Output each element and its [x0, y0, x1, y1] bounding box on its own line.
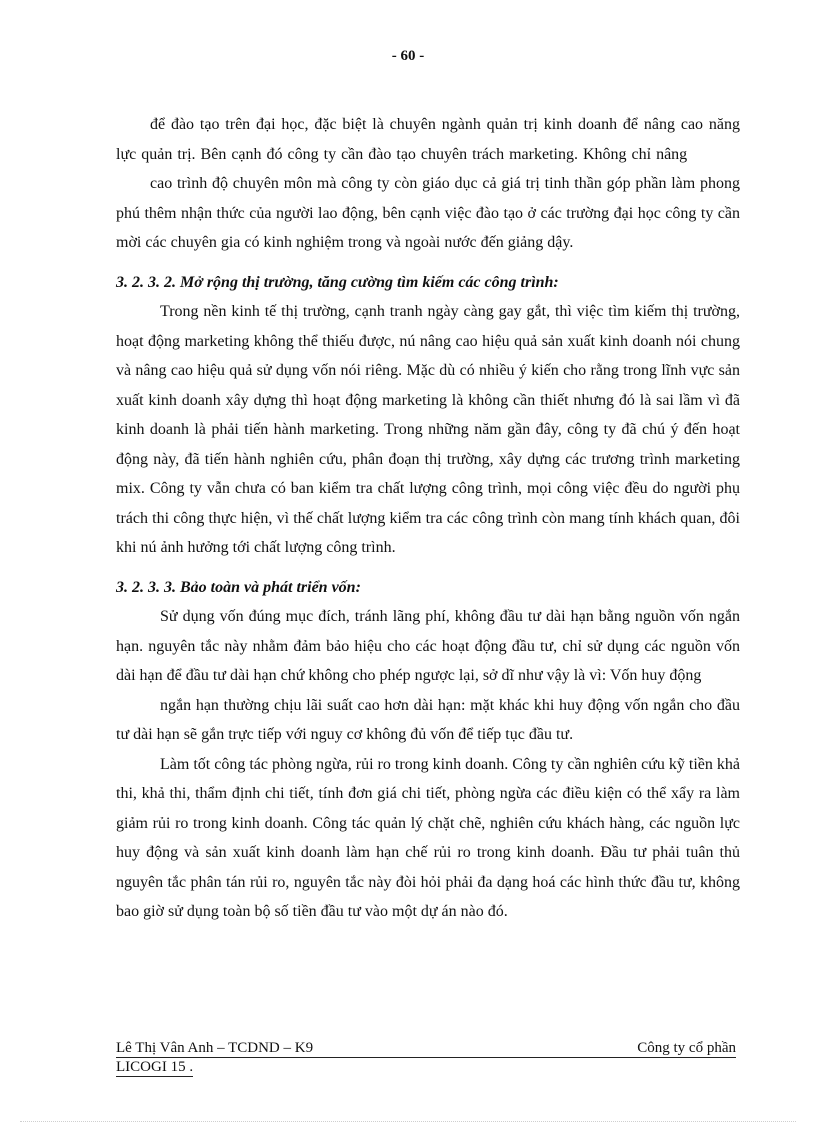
paragraph-capital: Sử dụng vốn đúng mục đích, tránh lãng phí, không đầu tư dài hạn bằng nguồn vốn ngắn hạn. nguyên tắc này nhằm đảm bảo hiệu cho các hoạt động đầu tư, chỉ sử dụng các nguồn vốn dài hạn để đầu tư dài hạn chứ không cho phép ngược lại, sở dĩ như vậy là vì: Vốn huy động	[116, 608, 740, 684]
footer-author: Lê Thị Vân Anh – TCDND – K9	[116, 1040, 314, 1056]
paragraph-capital-cont: ngắn hạn thường chịu lãi suất cao hơn dài hạn: mặt khác khi huy động vốn ngắn cho đầu tư dài hạn sẽ gắn trực tiếp với nguy cơ không đủ vốn để tiếp tục đầu tư.	[116, 696, 740, 743]
page-edge-divider	[20, 1121, 796, 1122]
footer-company: Công ty cổ phần	[637, 1040, 736, 1056]
document-body	[116, 110, 740, 927]
page-number: - 60 -	[391, 48, 425, 64]
footer-company-name: LICOGI 15 .	[116, 1059, 194, 1075]
page-footer	[116, 1039, 736, 1077]
footer-line	[116, 1039, 736, 1058]
paragraph-training: để đào tạo trên đại học, đặc biệt là chuyên ngành quản trị kinh doanh để nâng cao năng lực quản trị. Bên cạnh đó công ty cần đào tạo chuyên trách marketing. Không chỉ nâng	[116, 116, 740, 163]
section-heading-market: 3. 2. 3. 2. Mở rộng thị trường, tăng cường tìm kiếm các công trình:	[116, 273, 559, 291]
paragraph-risk: Làm tốt công tác phòng ngừa, rủi ro trong kinh doanh. Công ty cần nghiên cứu kỹ tiền khả thi, khả thi, thẩm định chi tiết, tính đơn giá chi tiết, phòng ngừa các điều kiện có thể xẩy ra làm giảm rủi ro trong kinh doanh. Công tác quản lý chặt chẽ, nghiên cứu khách hàng, các nguồn lực huy động và sản xuất kinh doanh làm hạn chế rủi ro trong kinh doanh. Đầu tư phải tuân thủ nguyên tắc phân tán rủi ro, nguyên tắc này đòi hỏi phải đa dạng hoá các hình thức đầu tư, không bao giờ sử dụng toàn bộ số tiền đầu tư vào một dự án nào đó.	[116, 755, 740, 920]
section-heading-capital: 3. 2. 3. 3. Bảo toàn và phát triển vốn:	[116, 578, 361, 596]
paragraph-market: Trong nền kinh tế thị trường, cạnh tranh ngày càng gay gắt, thì việc tìm kiếm thị trường, hoạt động marketing không thể thiếu được, nú nâng cao hiệu quả sản xuất kinh doanh nói chung và nâng cao hiệu quả sử dụng vốn nói riêng. Mặc dù có nhiều ý kiến cho rằng trong lĩnh vực sản xuất kinh doanh xây dựng thì hoạt động marketing là không cần thiết nhưng đó là sai lầm vì đã kinh doanh là phải tiến hành marketing. Trong những năm gần đây, công ty đã chú ý đến hoạt động này, đã tiến hành nghiên cứu, phân đoạn thị trường, xây dựng các trương trình marketing mix. Công ty vẫn chưa có ban kiểm tra chất lượng công trình, mọi công việc đều do người phụ trách thi công thực hiện, vì thế chất lượng kiểm tra các công trình còn mang tính khách quan, đôi khi nú ảnh hưởng tới chất lượng công trình.	[116, 303, 740, 556]
paragraph-training-cont: cao trình độ chuyên môn mà công ty còn giáo dục cả giá trị tinh thần góp phần làm phong phú thêm nhận thức của người lao động, bên cạnh việc đào tạo ở các trường đại học công ty cần mời các chuyên gia có kinh nghiệm trong và ngoài nước đến giảng dậy.	[116, 175, 740, 251]
